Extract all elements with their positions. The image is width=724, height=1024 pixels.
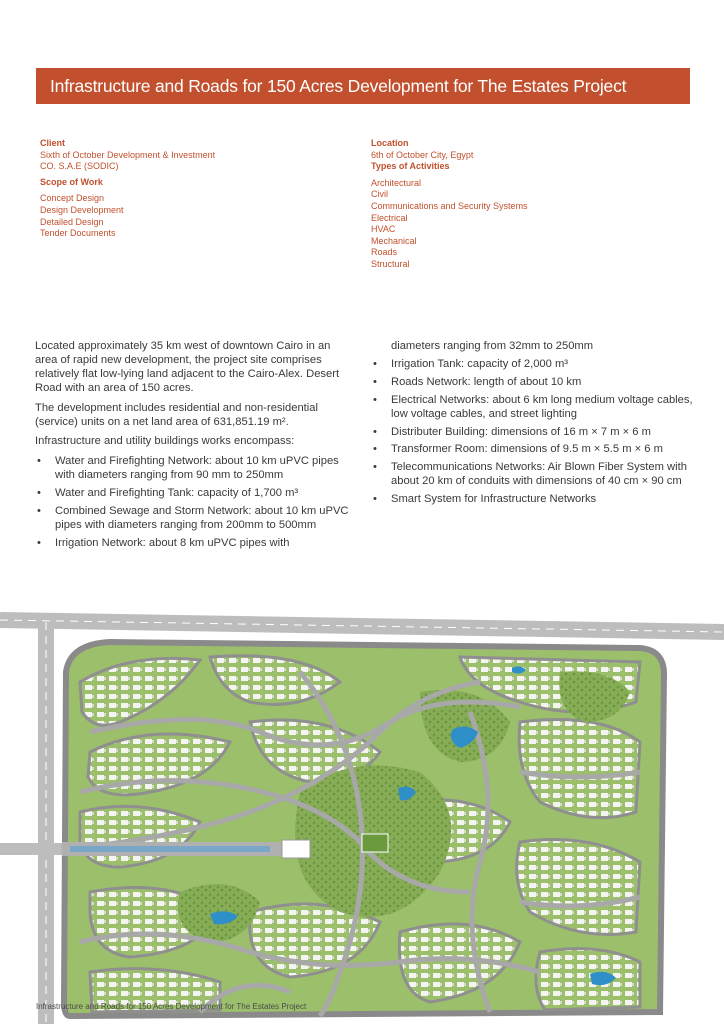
bullet-text: Water and Firefighting Network: about 10 km uPVC pipes with diameters ranging from 90 mm to 250mm: [55, 455, 339, 482]
bullet-text: Transformer Room: dimensions of 9.5 m × 5.5 m × 6 m: [391, 443, 663, 456]
bullet-continuation: diameters ranging from 32mm to 250mm: [391, 340, 594, 352]
bullet-glyph: •: [37, 505, 41, 518]
scope-item: Concept Design: [40, 193, 105, 204]
bullet-glyph: •: [373, 375, 377, 388]
body-right: [371, 340, 693, 511]
body-paragraph: Located approximately 35 km west of downtown Cairo in an area of rapid new development, the project site comprises relatively flat low-lying land adjacent to the Cairo-Alex. Desert Road with an area of 150 acres.: [35, 340, 340, 394]
activity-item: Communications and Security Systems: [371, 200, 528, 211]
bullet-item: [371, 394, 693, 422]
scope-item: Tender Documents: [40, 228, 116, 239]
activity-item: Architectural: [371, 177, 422, 188]
bullet-glyph: •: [37, 536, 41, 549]
location-label: Location: [371, 138, 409, 148]
body-paragraph: The development includes residential and non-residential (service) units on a net land area of 631,851.19 m².: [35, 401, 318, 428]
bullet-item: [371, 493, 693, 507]
scope-item: Detailed Design: [40, 216, 104, 227]
bullet-text: Electrical Networks: about 6 km long medium voltage cables, low voltage cables, and street lighting: [391, 393, 693, 420]
bullet-item: [371, 376, 693, 390]
bullet-glyph: •: [37, 455, 41, 468]
info-left: [40, 138, 215, 240]
bullet-text: Distributer Building: dimensions of 16 m × 7 m × 6 m: [391, 425, 651, 438]
activity-item: Electrical: [371, 212, 408, 223]
bullet-item: [35, 537, 353, 551]
activity-item: Mechanical: [371, 235, 417, 246]
bullet-glyph: •: [373, 493, 377, 506]
main-entrance: [62, 840, 310, 858]
bullet-item: [371, 461, 693, 489]
bullet-item: [371, 443, 693, 457]
activity-item: Civil: [371, 189, 388, 200]
body-left: [35, 340, 353, 555]
bullet-item: [35, 505, 353, 533]
bullet-glyph: •: [373, 393, 377, 406]
footer-caption: Infrastructure and Roads for 150 Acres Development for The Estates Project: [36, 1002, 307, 1011]
sports-field: [362, 834, 388, 852]
bullet-item: [35, 455, 353, 483]
info-right: [371, 138, 528, 271]
bullet-text: Roads Network: length of about 10 km: [391, 375, 582, 388]
bullet-text: Telecommunications Networks: Air Blown Fiber System with about 20 km of conduits with dimensions of 40 cm × 90 cm: [391, 461, 687, 488]
location-value: 6th of October City, Egypt: [371, 149, 474, 160]
bullet-glyph: •: [373, 443, 377, 456]
activity-item: Structural: [371, 258, 410, 269]
bullet-glyph: •: [373, 461, 377, 474]
client-line: CO. S.A.E (SODIC): [40, 161, 119, 172]
site-master-plan: [0, 612, 724, 1024]
bullet-text: Water and Firefighting Tank: capacity of 1,700 m³: [55, 487, 299, 500]
bullet-text: Smart System for Infrastructure Networks: [391, 493, 597, 506]
bullet-text: Irrigation Tank: capacity of 2,000 m³: [391, 357, 569, 370]
bullet-text: Combined Sewage and Storm Network: about 10 km uPVC pipes with diameters ranging from 200mm to 500mm: [55, 505, 349, 531]
bullet-item: [35, 487, 353, 501]
client-line: Sixth of October Development & Investment: [40, 149, 216, 160]
activity-item: HVAC: [371, 224, 396, 235]
bullet-glyph: •: [37, 487, 41, 500]
bullet-item: [371, 358, 693, 372]
page-title: Infrastructure and Roads for 150 Acres Development for The Estates Project: [50, 76, 627, 96]
bullet-item: [371, 426, 693, 440]
activities-label: Types of Activities: [371, 161, 450, 172]
activity-item: Roads: [371, 247, 398, 258]
scope-label: Scope of Work: [40, 176, 103, 187]
scope-item: Design Development: [40, 204, 124, 215]
bullet-text: Irrigation Network: about 8 km uPVC pipes with: [55, 536, 290, 549]
client-label: Client: [40, 138, 66, 148]
body-paragraph: Infrastructure and utility buildings works encompass:: [35, 435, 295, 448]
bullet-glyph: •: [373, 425, 377, 438]
title-banner: [36, 68, 690, 104]
bullet-glyph: •: [373, 357, 377, 370]
